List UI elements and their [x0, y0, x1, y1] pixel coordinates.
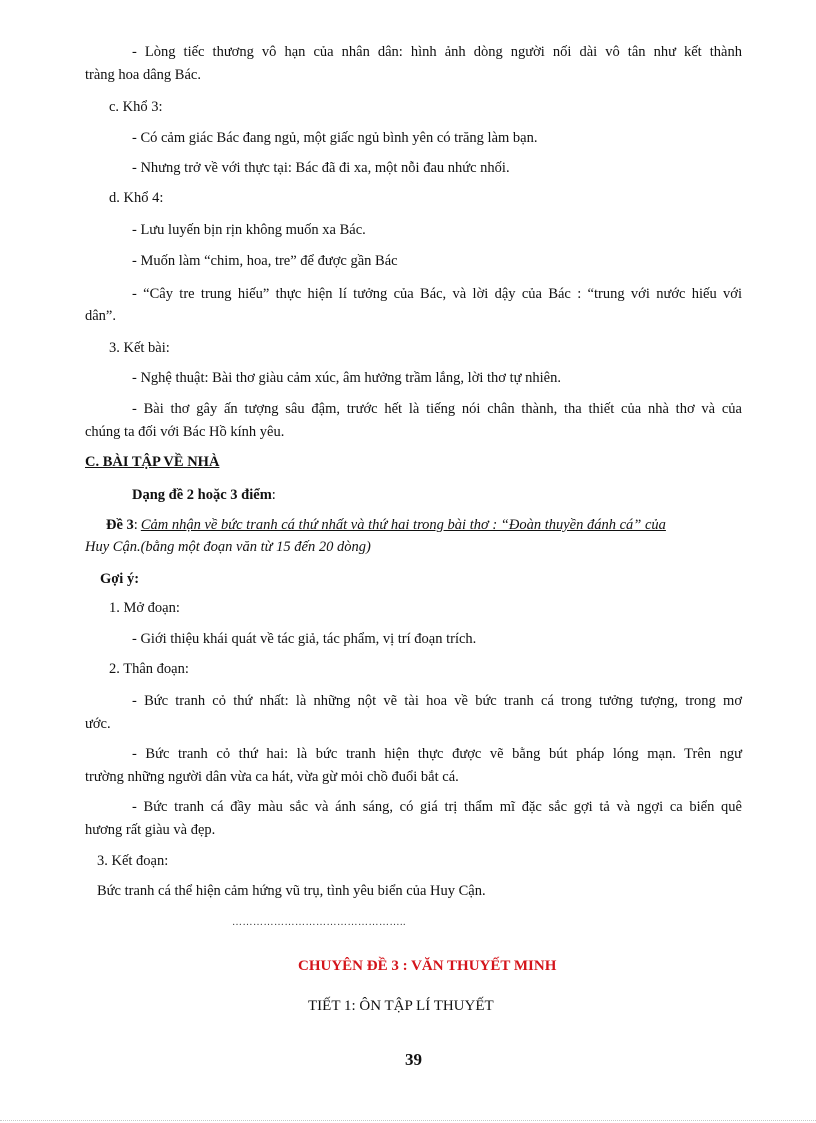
subsection-heading: 2. Thân đoạn:	[109, 661, 189, 677]
lesson-title: TIẾT 1: ÔN TẬP LÍ THUYẾT	[308, 998, 494, 1014]
subsection-heading: 1. Mở đoạn:	[109, 600, 180, 616]
paragraph-line: ước.	[85, 716, 111, 732]
paragraph-line: - Giới thiệu khái quát về tác giả, tác phẩm, vị trí đoạn trích.	[132, 631, 477, 647]
paragraph-line: trường những người dân vừa ca hát, vừa gừ mỏi chồ đuổi bắt cá.	[85, 769, 459, 785]
paragraph-line: - Bức tranh cỏ thứ hai: là bức tranh hiện thực được vẽ bằng bút pháp lóng mạn. Trên ngư	[132, 746, 742, 762]
subsection-heading: 3. Kết đoạn:	[97, 853, 169, 869]
paragraph-line: - Nghệ thuật: Bài thơ giàu cảm xúc, âm hưởng trầm lắng, lời thơ tự nhiên.	[132, 370, 561, 386]
page-number: 39	[405, 1050, 422, 1069]
paragraph-line: tràng hoa dâng Bác.	[85, 67, 201, 83]
exercise-prompt-line: Huy Cận.(bằng một đoạn văn từ 15 đến 20 dòng)	[85, 539, 371, 555]
separator-dots: …………………………………………..	[232, 917, 406, 928]
paragraph-line: chúng ta đối với Bác Hồ kính yêu.	[85, 424, 285, 440]
exercise-label-sep: :	[133, 517, 138, 533]
paragraph-line: - Lòng tiếc thương vô hạn của nhân dân: hình ảnh dòng người nối dài vô tân như kết thành	[132, 44, 742, 60]
exercise-type-line	[132, 485, 276, 505]
paragraph-line: - Lưu luyến bịn rịn không muốn xa Bác.	[132, 222, 366, 238]
hint-heading: Gợi ý:	[100, 571, 140, 587]
paragraph-line: - Có cảm giác Bác đang ngủ, một giấc ngủ bình yên có trăng làm bạn.	[132, 130, 538, 146]
paragraph-line: - “Cây tre trung hiếu” thực hiện lí tưởng của Bác, và lời dậy của Bác : “trung với nước hiếu với	[132, 286, 742, 302]
paragraph-line: hương rất giàu và đẹp.	[85, 822, 216, 838]
exercise-prompt: Cảm nhận về bức tranh cá thứ nhất và thứ hai trong bài thơ : “Đoàn thuyền đánh cá” của	[140, 517, 666, 533]
footer-divider	[0, 1120, 816, 1121]
paragraph-line: - Bức tranh cỏ thứ nhất: là những nột vẽ tài hoa về bức tranh cá trong tưởng tượng, trong mơ	[132, 693, 742, 709]
exercise-type-colon: :	[271, 487, 276, 503]
subsection-heading: d. Khổ 4:	[109, 190, 164, 206]
exercise-label: Đề 3	[106, 517, 134, 533]
paragraph-line: - Muốn làm “chim, hoa, tre” để được gần Bác	[132, 253, 398, 269]
paragraph-line: - Bài thơ gây ấn tượng sâu đậm, trước hết là tiếng nói chân thành, tha thiết của nhà thơ và của	[132, 401, 742, 417]
subsection-heading: c. Khổ 3:	[109, 99, 163, 115]
exercise-type: Dạng đề 2 hoặc 3 điểm	[132, 487, 272, 503]
paragraph-line: - Nhưng trở về với thực tại: Bác đã đi xa, một nỗi đau nhức nhối.	[132, 160, 510, 176]
paragraph-line: - Bức tranh cá đầy màu sắc và ánh sáng, có giá trị thẩm mĩ đặc sắc gợi tả và ngợi ca biển quê	[132, 799, 742, 815]
chapter-title: CHUYÊN ĐỀ 3 : VĂN THUYẾT MINH	[298, 958, 557, 974]
paragraph-line: dân”.	[85, 308, 116, 324]
subsection-heading: 3. Kết bài:	[109, 340, 170, 356]
section-heading: C. BÀI TẬP VỀ NHÀ	[85, 454, 220, 470]
paragraph-line: Bức tranh cá thể hiện cảm hứng vũ trụ, tình yêu biển của Huy Cận.	[97, 883, 486, 899]
exercise-prompt-line	[106, 515, 666, 535]
